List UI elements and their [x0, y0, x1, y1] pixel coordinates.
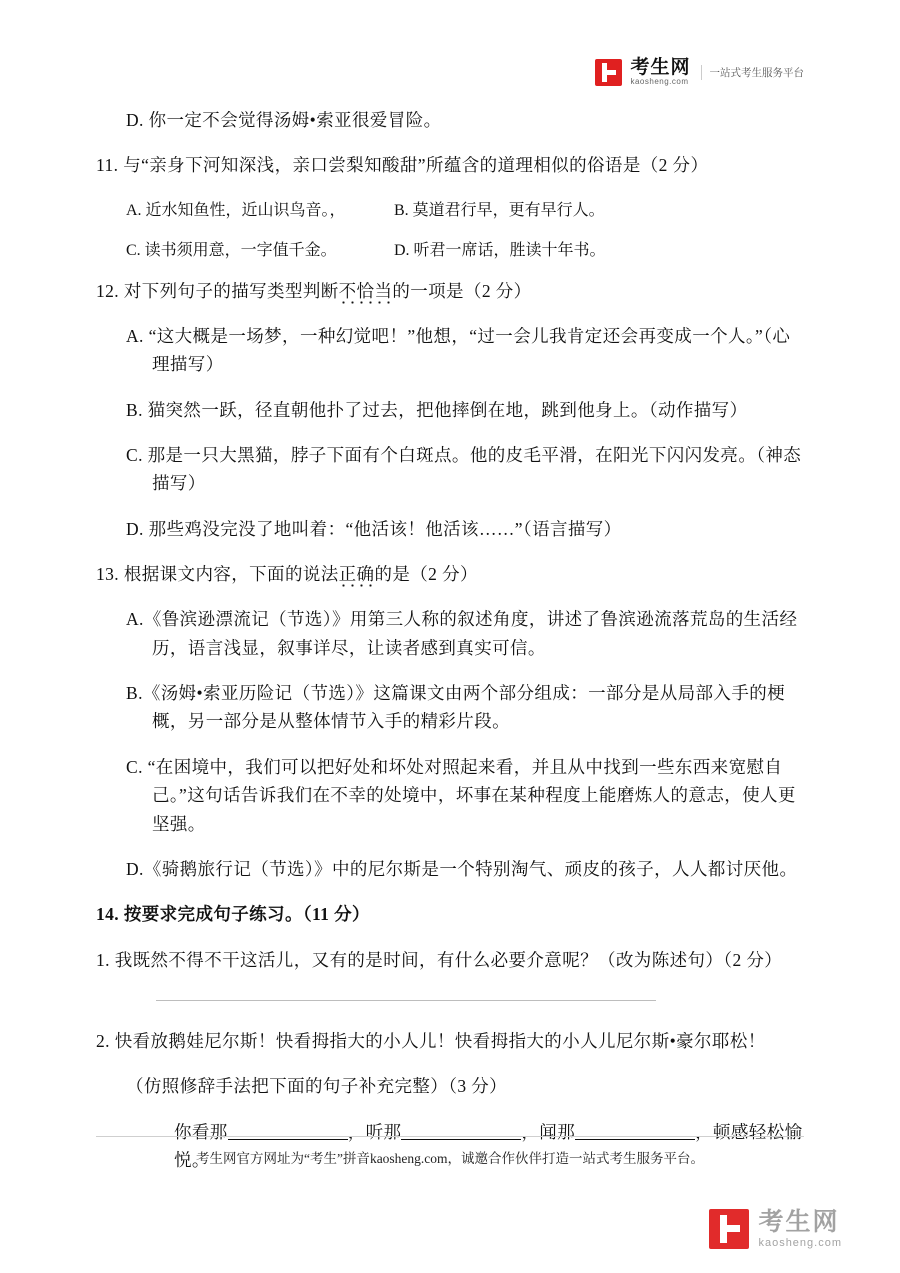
answer-line[interactable] [156, 1000, 656, 1001]
question-12-stem-pre: 12. 对下列句子的描写类型判断 [96, 280, 339, 301]
question-11-options-row-1 [96, 197, 808, 220]
exam-content [96, 106, 808, 1191]
fill-label-b: ，听那 [347, 1121, 402, 1142]
question-13-stem-post: 的是（2 分） [374, 564, 478, 585]
question-12-stem-post: 的一项是（2 分） [392, 280, 532, 301]
footer-divider [96, 1136, 804, 1137]
question-11-option-b: B. 莫道君行早，更有早行人。 [394, 201, 605, 219]
question-11-option-c: C. 读书须用意，一字值千金。 [126, 241, 337, 259]
question-13-option-c: C. “在困境中，我们可以把好处和坏处对照起来看，并且从中找到一些东西来宽慰自己。”这句话告诉我们在不幸的处境中，坏事在某种程度上能磨炼人的意志，使人更坚强。 [126, 756, 796, 834]
question-12-stem [96, 277, 808, 305]
question-14-stem: 14. 按要求完成句子练习。（11 分） [96, 904, 370, 925]
watermark-name-cn: 考生网 [758, 1208, 840, 1237]
logo-name-cn: 考生网 [630, 57, 691, 78]
question-12-option-b: B. 猫突然一跃，径直朝他扑了过去，把他摔倒在地，跳到他身上。（动作描写） [126, 399, 748, 420]
question-11-stem: 11. 与“亲身下河知深浅，亲口尝梨知酸甜”所蕴含的道理相似的俗语是（2 分） [96, 155, 709, 176]
footer-text-post: ，诚邀合作伙伴打造一站式考生服务平台。 [447, 1151, 705, 1166]
question-11-options-row-2 [96, 237, 808, 260]
footer-site-url: kaosheng.com [369, 1151, 448, 1166]
page-watermark [709, 1209, 842, 1249]
fill-label-d: ，顿感轻松愉悦。 [174, 1121, 803, 1170]
question-12-option-d: D. 那些鸡没完没了地叫着：“他活该！他活该……”（语言描写） [126, 518, 622, 539]
question-13-option-b: B.《汤姆•索亚历险记（节选）》这篇课文由两个部分组成：一部分是从局部入手的梗概，另一部分是从整体情节入手的精彩片段。 [126, 683, 786, 732]
fill-label-c: ，闻那 [521, 1121, 576, 1142]
footer-text-pre: 考生网官方网址为“考生”拼音 [195, 1151, 370, 1166]
question-11-option-d: D. 听君一席话，胜读十年书。 [394, 241, 606, 259]
logo-slogan: 一站式考生服务平台 [701, 65, 805, 80]
question-11-option-a: A. 近水知鱼性，近山识鸟音。， [126, 201, 346, 219]
question-12-option-a: A. “这大概是一场梦，一种幻觉吧！”他想，“过一会儿我肯定还会再变成一个人。”（心理描写） [126, 326, 791, 375]
question-13-option-a: A.《鲁滨逊漂流记（节选）》用第三人称的叙述角度，讲述了鲁滨逊流落荒岛的生活经历，语言浅显，叙事详尽，让读者感到真实可信。 [126, 609, 798, 658]
question-14-sub-2-line-1: 2. 快看放鹅娃尼尔斯！快看拇指大的小人儿！快看拇指大的小人儿尼尔斯•豪尔耶松！ [96, 1030, 766, 1051]
kaosheng-logo-icon [595, 59, 622, 86]
option-d-carryover: D. 你一定不会觉得汤姆•索亚很爱冒险。 [126, 110, 442, 130]
page-footer [0, 1147, 900, 1167]
question-13-stem-emphasis: 正确 [338, 564, 375, 585]
fill-label-a: 你看那 [174, 1121, 228, 1142]
site-logo [595, 58, 804, 86]
question-13-stem-pre: 13. 根据课文内容，下面的说法 [96, 564, 339, 585]
question-13-option-d: D.《骑鹅旅行记（节选）》中的尼尔斯是一个特别淘气、顽皮的孩子，人人都讨厌他。 [126, 858, 798, 879]
watermark-text-block [758, 1209, 842, 1249]
question-14-sub-2-line-2: （仿照修辞手法把下面的句子补充完整）（3 分） [126, 1076, 508, 1097]
logo-text-block [630, 58, 690, 86]
logo-name-en: kaosheng.com [630, 76, 689, 86]
watermark-logo-icon [709, 1209, 749, 1249]
question-12-stem-emphasis: 不恰当 [338, 280, 393, 301]
question-12-option-c: C. 那是一只大黑猫，脖子下面有个白斑点。他的皮毛平滑，在阳光下闪闪发亮。（神态描写） [126, 445, 802, 494]
watermark-name-en: kaosheng.com [758, 1236, 842, 1249]
question-14-sub-1: 1. 我既然不得不干这活儿，又有的是时间，有什么必要介意呢？（改为陈述句）（2 分） [96, 949, 783, 970]
question-13-stem [96, 560, 808, 588]
